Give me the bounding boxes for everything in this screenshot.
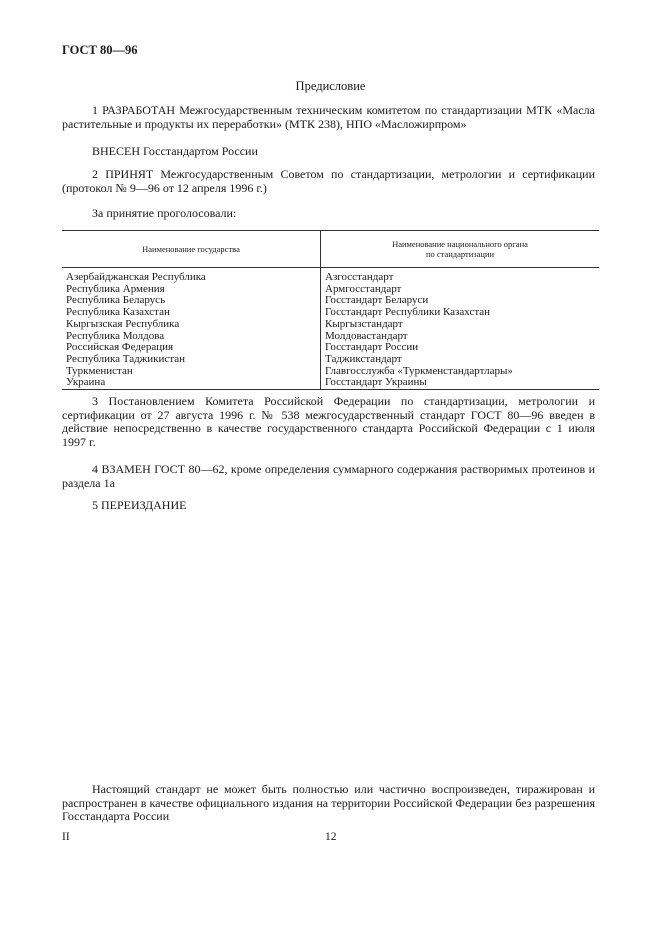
column-header-national-body xyxy=(321,231,600,268)
document-code: ГОСТ 80—96 xyxy=(62,43,138,57)
table-header-row xyxy=(62,231,599,268)
national-body-cell: Таджикстандарт xyxy=(325,352,402,365)
table-row xyxy=(62,354,599,366)
state-name-cell: Республика Казахстан xyxy=(62,307,321,319)
national-body-cell: Кыргызстандарт xyxy=(325,317,403,330)
roman-page-number: II xyxy=(62,831,70,843)
national-body-cell: Госстандарт Украины xyxy=(321,377,600,389)
state-name-cell: Кыргызская Республика xyxy=(62,319,321,331)
table-body xyxy=(62,268,599,390)
national-body-cell: Азгосстандарт xyxy=(325,271,394,283)
paragraph-voted-for: За принятие проголосовали: xyxy=(92,206,237,220)
national-body-cell: Госстандарт Беларуси xyxy=(325,294,429,307)
table-row xyxy=(62,319,599,331)
column-header-state: Наименование государства xyxy=(62,231,321,268)
paragraph-developed-by: 1 РАЗРАБОТАН Межгосударственным техническим комитетом по стандартизации МТК «Масла растительные и продукты их переработки» (МТК 238), НПО «Масложирпром» xyxy=(62,103,595,131)
page-number: 12 xyxy=(325,831,337,843)
copyright-notice: Настоящий стандарт не может быть полностью или частично воспроизведен, тиражирован и распространен в качестве официального издания на территории Российской Федерации без разрешения Госстандарта России xyxy=(62,782,595,823)
state-name-cell: Украина xyxy=(62,377,321,389)
voting-states-table xyxy=(62,230,599,390)
column-header-national-body-line2: по стандартизации xyxy=(425,249,495,259)
state-name-cell: Республика Таджикистан xyxy=(62,354,321,366)
table-row xyxy=(62,268,599,284)
paragraph-resolution: 3 Постановлением Комитета Российской Федерации по стандартизации, метрологии и сертификации от 27 августа 1996 г. № 538 межгосударственный стандарт ГОСТ 80—96 введен в действие непосредственно в качестве государственного стандарта Российской Федерации с 1 июля 1997 г. xyxy=(62,394,595,449)
national-body-cell: Госстандарт Республики Казахстан xyxy=(325,306,491,319)
paragraph-adopted-by: 2 ПРИНЯТ Межгосударственным Советом по стандартизации, метрологии и сертификации (протокол № 9—96 от 12 апреля 1996 г.) xyxy=(62,167,595,195)
national-body-cell: Главгосслужба «Туркменстандартлары» xyxy=(325,364,513,377)
state-name-cell: Республика Молдова xyxy=(62,331,321,343)
state-name-cell: Республика Беларусь xyxy=(62,295,321,307)
state-name-cell: Туркменистан xyxy=(62,366,321,378)
foreword-title: Предисловие xyxy=(295,79,366,93)
column-header-national-body-line1: Наименование национального органа xyxy=(392,238,528,249)
state-name-cell: Азербайджанская Республика xyxy=(62,268,321,284)
paragraph-submitted-by: ВНЕСЕН Госстандартом России xyxy=(92,144,258,158)
state-name-cell: Республика Армения xyxy=(62,284,321,296)
state-name-cell: Российская Федерация xyxy=(62,342,321,354)
national-body-cell: Молдовастандарт xyxy=(325,329,408,342)
table-row xyxy=(62,377,599,389)
paragraph-replaces: 4 ВЗАМЕН ГОСТ 80—62, кроме определения суммарного содержания растворимых протеинов и раздела 1а xyxy=(62,462,595,490)
national-body-cell: Армгосстандарт xyxy=(325,282,402,295)
paragraph-reissue: 5 ПЕРЕИЗДАНИЕ xyxy=(92,498,187,512)
national-body-cell: Госстандарт России xyxy=(325,341,419,354)
